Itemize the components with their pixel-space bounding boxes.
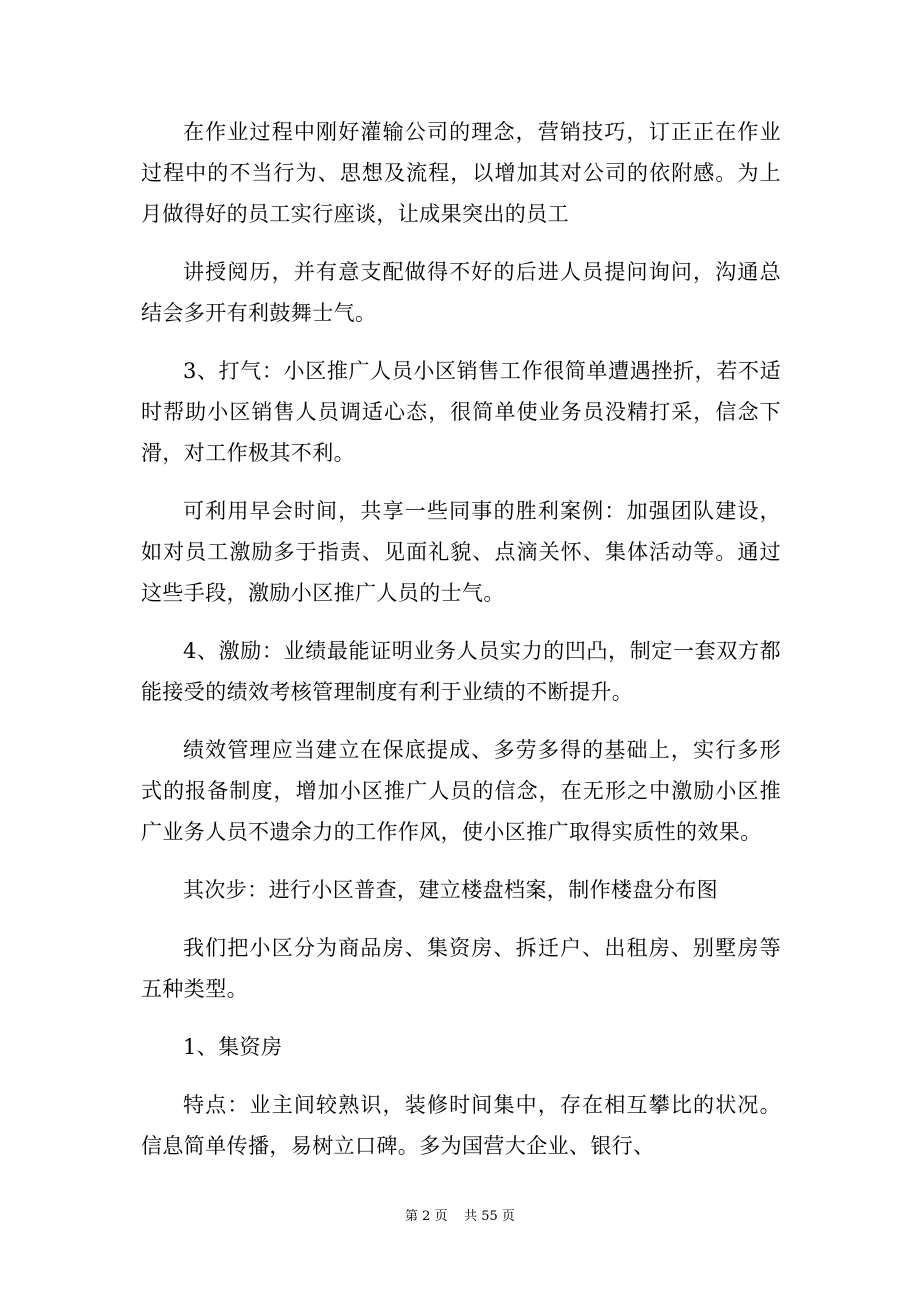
paragraph: 3、打气：小区推广人员小区销售工作很简单遭遇挫折，若不适时帮助小区销售人员调适心态，很简单使业务员没精打采，信念下滑，对工作极其不利。 — [141, 359, 781, 465]
document-body — [141, 112, 781, 1184]
paragraph: 绩效管理应当建立在保底提成、多劳多得的基础上，实行多形式的报备制度，增加小区推广人员的信念，在无形之中激励小区推广业务人员不遗余力的工作作风，使小区推广取得实质性的效果。 — [141, 738, 781, 844]
paragraph: 讲授阅历，并有意支配做得不好的后进人员提问询问，沟通总结会多开有利鼓舞士气。 — [141, 260, 781, 325]
paragraph: 其次步：进行小区普查，建立楼盘档案，制作楼盘分布图 — [183, 878, 718, 902]
paragraph: 在作业过程中刚好灌输公司的理念，营销技巧，订正正在作业过程中的不当行为、思想及流程，以增加其对公司的依附感。为上月做得好的员工实行座谈，让成果突出的员工 — [141, 120, 781, 226]
paragraph: 特点：业主间较熟识，装修时间集中，存在相互攀比的状况。信息简单传播，易树立口碑。多为国营大企业、银行、 — [141, 1093, 781, 1158]
paragraph: 1、集资房 — [183, 1035, 283, 1059]
paragraph: 可利用早会时间，共享一些同事的胜利案例：加强团队建设，如对员工激励多于指责、见面礼貌、点滴关怀、集体活动等。通过这些手段，激励小区推广人员的士气。 — [141, 499, 781, 605]
page-footer — [0, 1208, 920, 1226]
page-total: 共 55 页 — [464, 1209, 515, 1224]
page-number: 第 2 页 — [405, 1209, 448, 1224]
paragraph: 4、激励：业绩最能证明业务人员实力的凹凸，制定一套双方都能接受的绩效考核管理制度有利于业绩的不断提升。 — [141, 639, 781, 704]
paragraph: 我们把小区分为商品房、集资房、拆迁户、出租房、别墅房等五种类型。 — [141, 936, 781, 1001]
